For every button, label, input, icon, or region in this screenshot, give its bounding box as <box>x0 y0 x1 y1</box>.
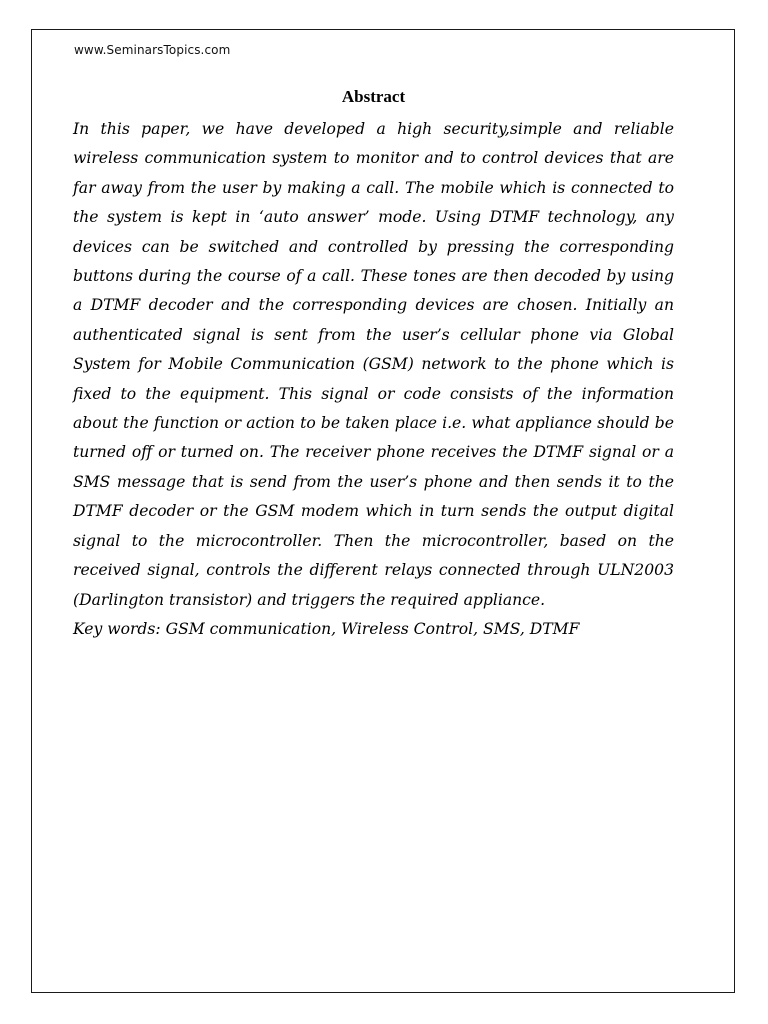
abstract-body <box>73 115 674 644</box>
site-url: www.SeminarsTopics.com <box>74 43 231 57</box>
abstract-paragraph: In this paper, we have developed a high security,simple and reliable wireless communication system to monitor and to control devices that are far away from the user by making a call. The mobile which is connected to the system is kept in ‘auto answer’ mode. Using DTMF technology, any devices can be switched and controlled by pressing the corresponding buttons during the course of a call. These tones are then decoded by using a DTMF decoder and the corresponding devices are chosen. Initially an authenticated signal is sent from the user’s cellular phone via Global System for Mobile Communication (GSM) network to the phone which is fixed to the equipment. This signal or code consists of the information about the function or action to be taken place i.e. what appliance should be turned off or turned on. The receiver phone receives the DTMF signal or a SMS message that is send from the user’s phone and then sends it to the DTMF decoder or the GSM modem which in turn sends the output digital signal to the microcontroller. Then the microcontroller, based on the received signal, controls the different relays connected through ULN2003 (Darlington transistor) and triggers the required appliance. <box>73 120 674 609</box>
abstract-title: Abstract <box>341 87 406 106</box>
keywords-line: Key words: GSM communication, Wireless Control, SMS, DTMF <box>73 619 580 638</box>
